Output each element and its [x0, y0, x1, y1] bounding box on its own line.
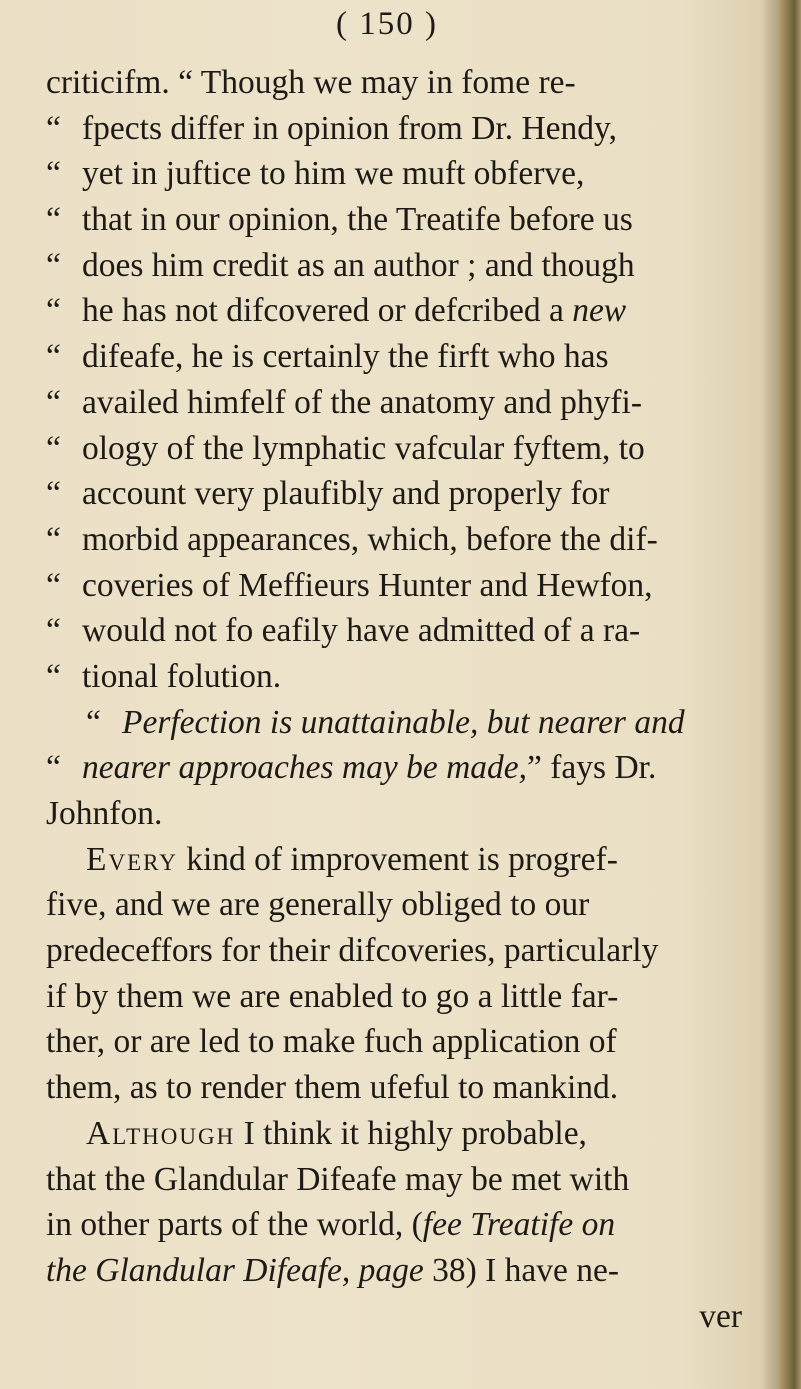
page-number: ( 150 ) — [336, 6, 438, 42]
text-line: them, as to render them ufeful to mankind. — [46, 1069, 619, 1107]
text-line: “ fpects differ in opinion from Dr. Hendy, — [46, 109, 617, 147]
text-line: in other parts of the world, (fee Treatife on — [46, 1206, 616, 1244]
text-line: if by them we are enabled to go a little far- — [46, 977, 619, 1015]
text-line: “ does him credit as an author ; and though — [46, 246, 635, 284]
text-line: Every kind of improvement is progref- — [86, 840, 618, 878]
text-line: the Glandular Difeafe, page 38) I have ne- — [46, 1251, 620, 1289]
text-line: “ nearer approaches may be made,” fays Dr. — [46, 749, 657, 787]
text-line: “ that in our opinion, the Treatife before us — [46, 201, 633, 239]
text-line: Although I think it highly probable, — [86, 1114, 587, 1152]
text-line: “ difeafe, he is certainly the firft who has — [46, 338, 609, 376]
text-line: “ he has not difcovered or defcribed a new — [46, 292, 627, 330]
book-edge — [779, 0, 801, 1389]
text-line: “ account very plaufibly and properly for — [46, 475, 610, 513]
text-line: criticifm. “ Though we may in fome re- — [46, 64, 576, 101]
text-line: that the Glandular Difeafe may be met with — [46, 1160, 630, 1198]
text-line: predeceffors for their difcoveries, particularly — [46, 932, 659, 970]
text-line: “ morbid appearances, which, before the dif- — [46, 520, 658, 558]
text-line: Johnfon. — [46, 795, 163, 832]
catchword: ver — [699, 1297, 742, 1335]
text-line: “ Perfection is unattainable, but nearer and — [86, 703, 685, 741]
text-line: five, and we are generally obliged to our — [46, 886, 590, 924]
text-line: “ yet in juftice to him we muft obferve, — [46, 155, 585, 193]
body-text — [46, 60, 766, 1339]
text-line: “ availed himfelf of the anatomy and phyfi- — [46, 383, 642, 421]
text-line: ther, or are led to make fuch application of — [46, 1023, 617, 1061]
text-line: “ would not fo eafily have admitted of a ra- — [46, 612, 641, 650]
text-line: “ coveries of Meffieurs Hunter and Hewfon, — [46, 566, 653, 604]
text-line: “ ology of the lymphatic vafcular fyftem, to — [46, 429, 645, 467]
text-line: “ tional folution. — [46, 657, 282, 695]
